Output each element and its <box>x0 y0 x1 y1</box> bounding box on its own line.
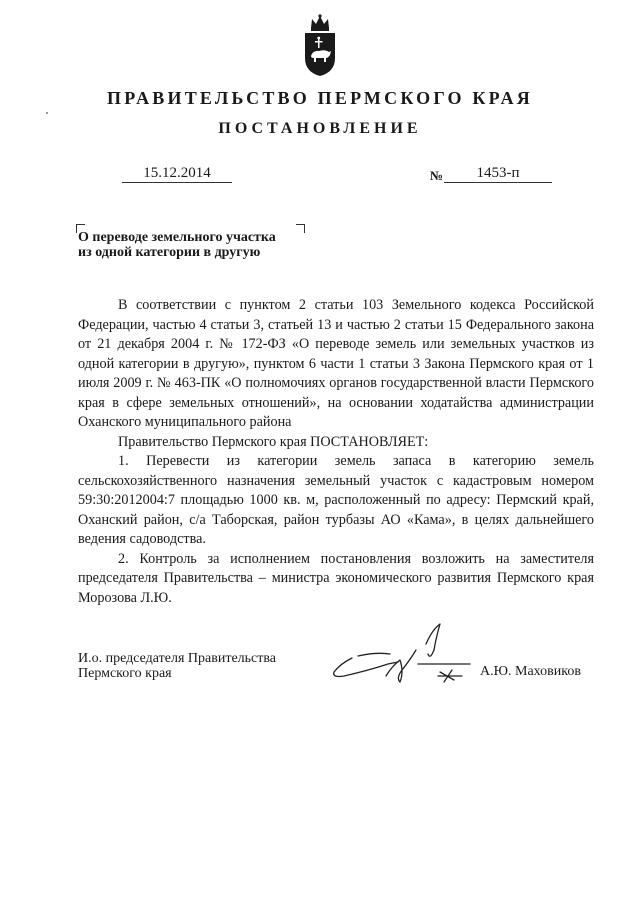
subject-line-2: из одной категории в другую <box>78 245 261 260</box>
signatory-title-line-1: И.о. председателя Правительства <box>78 651 277 666</box>
government-heading: ПРАВИТЕЛЬСТВО ПЕРМСКОГО КРАЯ <box>107 88 533 108</box>
signatory-name: А.Ю. Маховиков <box>480 664 581 679</box>
document-date: 15.12.2014 <box>122 164 232 183</box>
decree-paragraph: Правительство Пермского края ПОСТАНОВЛЯЕТ: <box>118 433 429 450</box>
preamble-paragraph: В соответствии с пунктом 2 статьи 103 Земельного кодекса Российской Федерации, частью 4 статьи 3, статьей 13 и частью 2 статьи 15 Федерального закона от 21 декабря 2004 г. № 172-ФЗ «О переводе земель или земельных участков из одной категории в другую», пунктом 6 части 1 статьи 3 Закона Пермского края от 1 июля 2009 г. № 463-ПК «О полномочиях органов государственной власти Пермского края в сфере земельных отношений», на основании ходатайства администрации Оханского муниципального района <box>78 297 594 430</box>
handwritten-signature <box>330 620 480 690</box>
document-number: 1453-п <box>444 164 552 183</box>
scan-mark <box>46 112 48 114</box>
document-type-heading: ПОСТАНОВЛЕНИЕ <box>218 120 422 137</box>
signatory-title <box>78 651 338 681</box>
number-sign: № <box>430 168 444 183</box>
document-body <box>78 296 594 608</box>
coat-of-arms-emblem <box>300 14 340 78</box>
signatory-title-line-2: Пермского края <box>78 666 172 681</box>
item-2-paragraph: 2. Контроль за исполнением постановления возложить на заместителя председателя Правительства – министра экономического развития Пермского края Морозова Л.Ю. <box>78 550 594 606</box>
document-subject <box>78 230 308 260</box>
subject-line-1: О переводе земельного участка <box>78 230 276 245</box>
item-1-paragraph: 1. Перевести из категории земель запаса в категорию земель сельскохозяйственного назначения земельный участок с кадастровым номером 59:30:2012004:7 площадью 1000 кв. м, расположенный по адресу: Пермский край, Оханский район, с/а Таборская, район турбазы АО «Кама», в целях дальнейшего ведения садоводства. <box>78 453 594 547</box>
